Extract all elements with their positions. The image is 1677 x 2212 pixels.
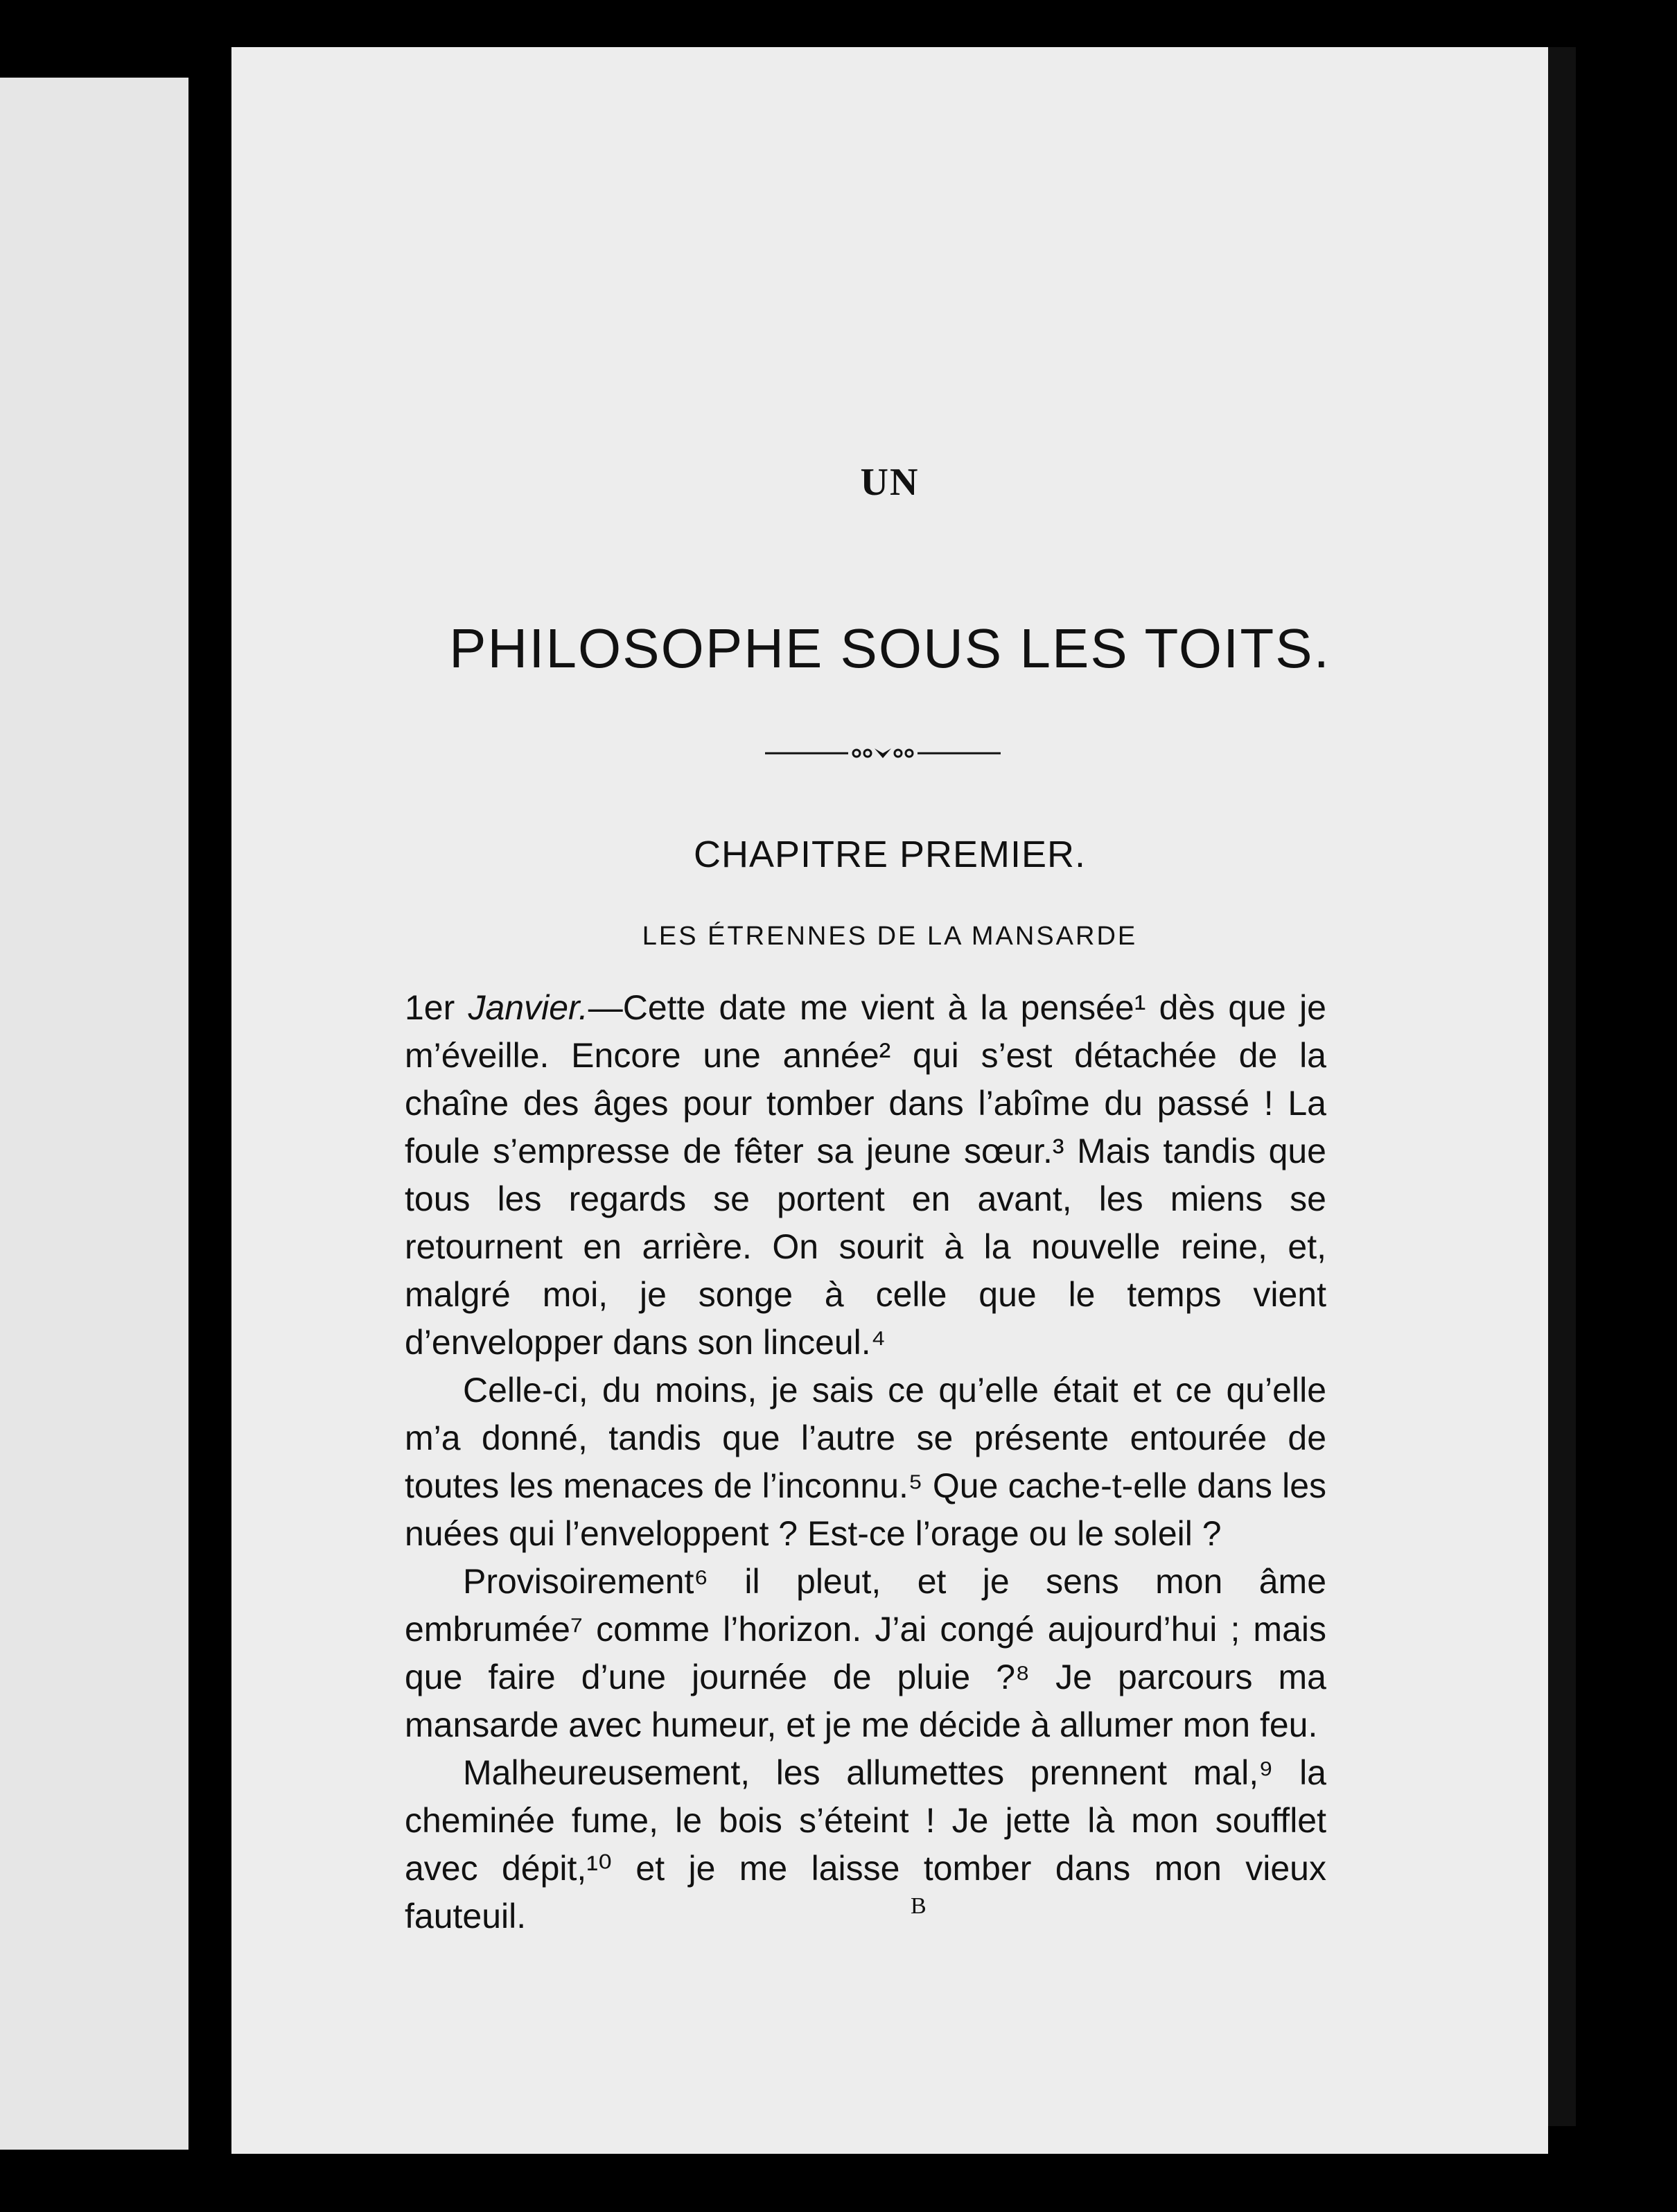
- chapter-subtitle: LES ÉTRENNES DE LA MANSARDE: [642, 922, 1138, 951]
- page-signature: B: [911, 1893, 927, 1919]
- page-edge-shadow: [1548, 47, 1576, 2126]
- paragraph-1: [405, 984, 1326, 1367]
- paragraph-2: Celle-ci, du moins, je sais ce qu’elle était et ce qu’elle m’a donné, tandis que l’autre se présente entourée de toutes les menaces de l’inconnu.⁵ Que cache-t-elle dans les nuées qui l’enveloppent ? Est-ce l’orage ou le soleil ?: [405, 1371, 1326, 1553]
- date-prefix: 1er: [405, 988, 468, 1027]
- ornament-divider-icon: [765, 743, 1001, 764]
- paragraph-3: Provisoirement⁶ il pleut, et je sens mon âme embrumée⁷ comme l’horizon. J’ai congé aujourd’hui ; mais que faire d’une journée de pluie ?⁸ Je parcours ma mansarde avec humeur, et je me décide à allumer mon feu.: [405, 1562, 1326, 1744]
- facing-page-edge: [0, 78, 188, 2150]
- title-line-1: UN: [860, 461, 920, 504]
- body-text: [405, 984, 1326, 1940]
- date-label: Janvier.: [468, 988, 588, 1027]
- book-gutter: [188, 62, 231, 2169]
- paragraph-1-text: —Cette date me vient à la pensée¹ dès que je m’éveille. Encore une année² qui s’est détachée de la chaîne des âges pour tomber dans l’abîme du passé ! La foule s’empresse de fêter sa jeune sœur.³ Mais tandis que tous les regards se portent en avant, les miens se retournent en arrière. On sourit à la nouvelle reine, et, malgré moi, je songe à celle que le temps vient d’envelopper dans son linceul.⁴: [405, 988, 1326, 1362]
- chapter-heading: CHAPITRE PREMIER.: [693, 834, 1087, 875]
- paragraph-4: Malheureusement, les allumettes prennent mal,⁹ la cheminée fume, le bois s’éteint ! Je jette là mon soufflet avec dépit,¹⁰ et je me laisse tomber dans mon vieux fauteuil.: [405, 1753, 1326, 1936]
- book-page: [231, 47, 1548, 2154]
- book-title: PHILOSOPHE SOUS LES TOITS.: [449, 617, 1331, 679]
